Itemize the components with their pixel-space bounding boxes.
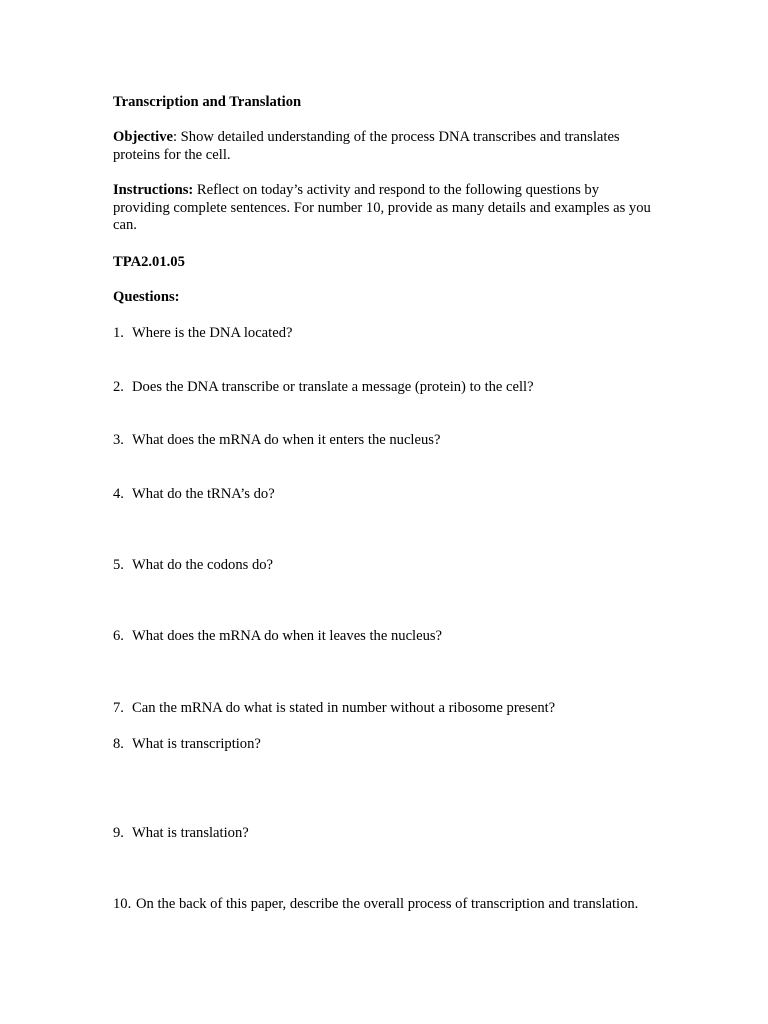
question-3 [113,432,658,450]
question-9 [113,825,658,843]
question-text: On the back of this paper, describe the overall process of transcription and translation. [136,896,639,912]
objective-label: Objective [113,129,173,145]
question-number: 5. [113,557,124,573]
question-number: 2. [113,379,124,395]
question-7 [113,700,658,718]
instructions-text: Reflect on today’s activity and respond to the following questions by providing complete sentences. For number 10, provide as many details and examples as you can. [113,182,651,233]
question-number: 3. [113,432,124,448]
question-1 [113,325,658,343]
question-8 [113,736,658,754]
question-text: What is translation? [132,825,249,841]
question-text: What does the mRNA do when it leaves the nucleus? [132,628,443,644]
instructions-label: Instructions: [113,182,194,198]
question-text: Where is the DNA located? [132,325,293,341]
objective-text: : Show detailed understanding of the process DNA transcribes and translates proteins for the cell. [113,129,620,163]
question-text: Does the DNA transcribe or translate a message (protein) to the cell? [132,379,534,395]
question-5 [113,557,658,575]
question-10 [113,896,658,914]
question-4 [113,486,658,504]
document-title: Transcription and Translation [113,94,302,110]
question-6 [113,628,658,646]
question-number: 9. [113,825,124,841]
question-number: 4. [113,486,124,502]
question-text: What is transcription? [132,736,261,752]
question-text: What does the mRNA do when it enters the nucleus? [132,432,441,448]
question-text: What do the tRNA’s do? [132,486,275,502]
instructions-paragraph [113,182,658,235]
question-number: 10. [113,896,132,912]
question-number: 6. [113,628,124,644]
question-text: What do the codons do? [132,557,274,573]
question-number: 7. [113,700,124,716]
questions-heading: Questions: [113,289,180,305]
question-text: Can the mRNA do what is stated in number without a ribosome present? [132,700,556,716]
question-number: 1. [113,325,124,341]
objective-paragraph [113,129,658,164]
question-2 [113,379,658,397]
question-number: 8. [113,736,124,752]
document-code: TPA2.01.05 [113,254,185,270]
